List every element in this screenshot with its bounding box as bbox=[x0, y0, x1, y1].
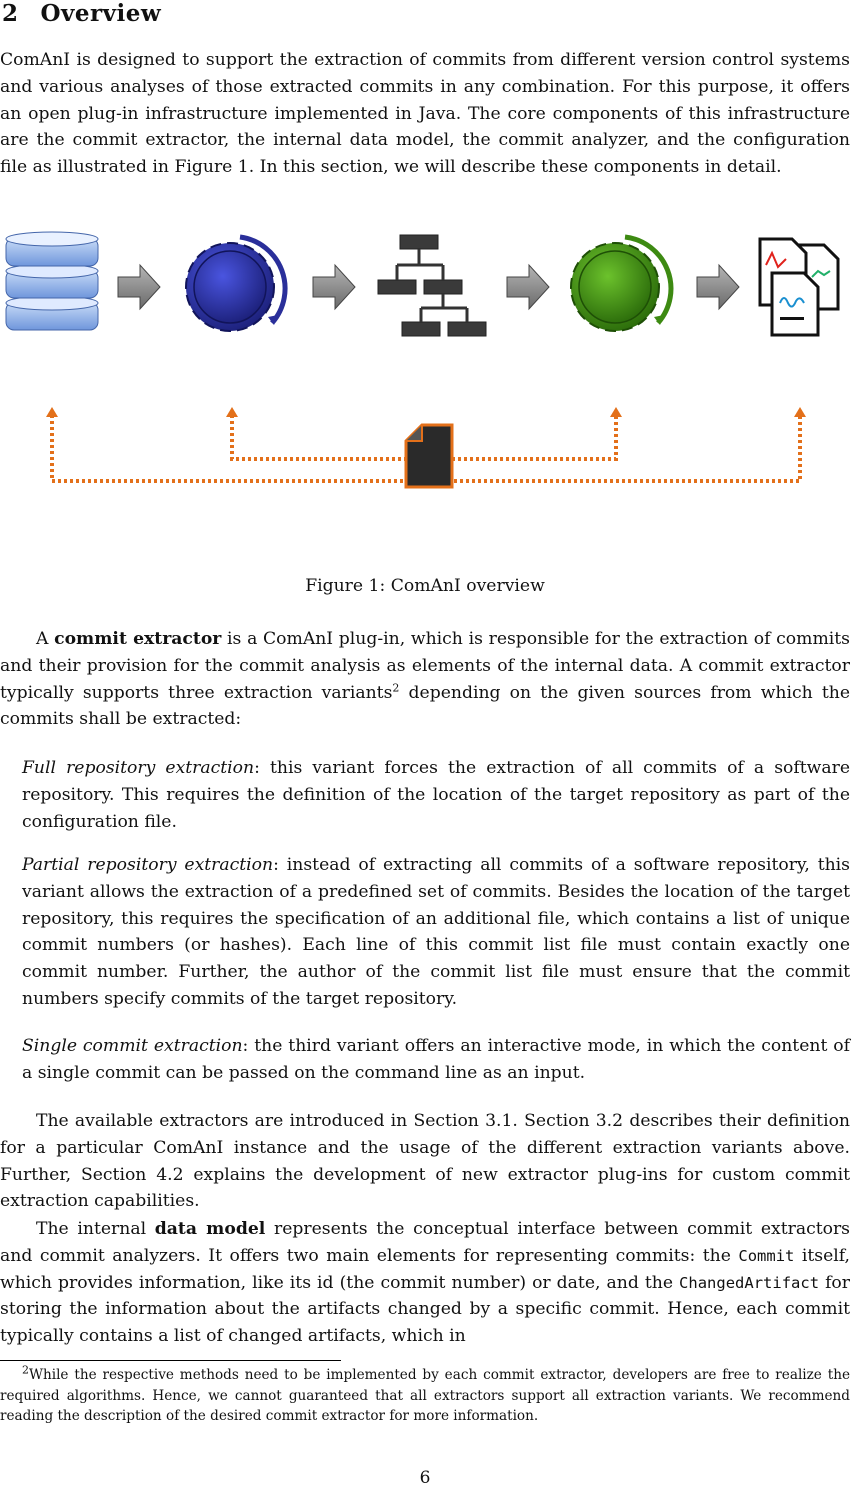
section-number: 2 bbox=[2, 0, 19, 27]
section-heading bbox=[2, 0, 161, 27]
footnote-ref[interactable]: 2 bbox=[392, 680, 400, 694]
available-extractors-paragraph: The available extractors are introduced in Section 3.1. Section 3.2 describes their definition for a particular ComAnI instance and the usage of the different extraction variants above. Further, Section 4.2 explains the development of new extractor plug-ins for custom commit extraction capabilities. bbox=[0, 1111, 850, 1212]
analysis-results-documents-icon bbox=[760, 239, 838, 335]
variant-name: Full repository extraction bbox=[22, 758, 255, 778]
variant-partial: Partial repository extraction: instead of extracting all commits of a software repository, this variant allows the extraction of a predefined set of commits. Besides the location of the target repository, this requires the specification of an additional file, which contains a list of unique commit numbers (or hashes). Each line of this commit list file must contain exactly one commit number. Further, the author of the commit list file must ensure that the commit numbers specify commits of the target repository. bbox=[22, 855, 850, 1009]
variant-name: Single commit extraction bbox=[22, 1036, 243, 1056]
footnote: $^2$While the respective methods need to be implemented by each commit extractor, developers are free to realize the required algorithms. Hence, we cannot guaranteed that all extractors support all extraction variants. We recommend reading the description of the desired commit extractor for more information. bbox=[0, 1363, 850, 1424]
intro-paragraph: ComAnI is designed to support the extraction of commits from different version control systems and various analyses of those extracted commits in any combination. For this purpose, it offers an open plug-in infrastructure implemented in Java. The core components of this infrastructure are the commit extractor, the internal data model, the commit analyzer, and the configuration file as illustrated in Figure 1. In this section, we will describe these components in detail. bbox=[0, 50, 850, 178]
footnote-rule bbox=[0, 1360, 341, 1361]
variant-single: Single commit extraction: the third variant offers an interactive mode, in which the content of a single commit can be passed on the command line as an input. bbox=[22, 1036, 850, 1083]
variant-full: Full repository extraction: this variant forces the extraction of all commits of a software repository. This requires the definition of the location of the target repository as part of the configuration file. bbox=[22, 758, 850, 832]
commit-extractor-gear-icon bbox=[186, 237, 285, 331]
data-model-paragraph: The internal data model represents the conceptual interface between commit extractors and commit analyzers. It offers two main elements for representing commits: the Commit itself, which provides information, like its id (the commit number) or date, and the ChangedArtifact for storing the information about the artifacts changed by a specific commit. Hence, each commit typically contains a list of changed artifacts, which in bbox=[0, 1219, 850, 1347]
overview-figure bbox=[0, 225, 852, 495]
code-commit: Commit bbox=[738, 1246, 795, 1265]
page-number: 6 bbox=[419, 1468, 431, 1488]
flow-arrow-1 bbox=[118, 265, 160, 309]
flow-arrow-2 bbox=[313, 265, 355, 309]
database-icon bbox=[6, 232, 98, 330]
commit-analyzer-gear-icon bbox=[571, 237, 671, 331]
footnote-mark: 2 bbox=[22, 1363, 29, 1377]
flow-arrow-3 bbox=[507, 265, 549, 309]
connector-arrowheads bbox=[46, 407, 806, 417]
configuration-file-icon bbox=[406, 425, 452, 487]
term-data-model: data model bbox=[154, 1219, 266, 1239]
code-changed-artifact: ChangedArtifact bbox=[679, 1273, 820, 1292]
term-commit-extractor: commit extractor bbox=[54, 629, 222, 649]
flow-arrow-4 bbox=[697, 265, 739, 309]
variant-name: Partial repository extraction bbox=[22, 855, 274, 875]
data-model-tree-icon bbox=[378, 235, 486, 336]
extractor-paragraph: A commit extractor is a ComAnI plug-in, which is responsible for the extraction of commits and their provision for the commit analysis as elements of the internal data. A commit extractor typically supports three extraction variants$^2$ depending on the given sources from which the commits shall be extracted: bbox=[0, 629, 850, 730]
section-title: Overview bbox=[40, 0, 162, 27]
figure-caption: Figure 1: ComAnI overview bbox=[305, 576, 545, 596]
